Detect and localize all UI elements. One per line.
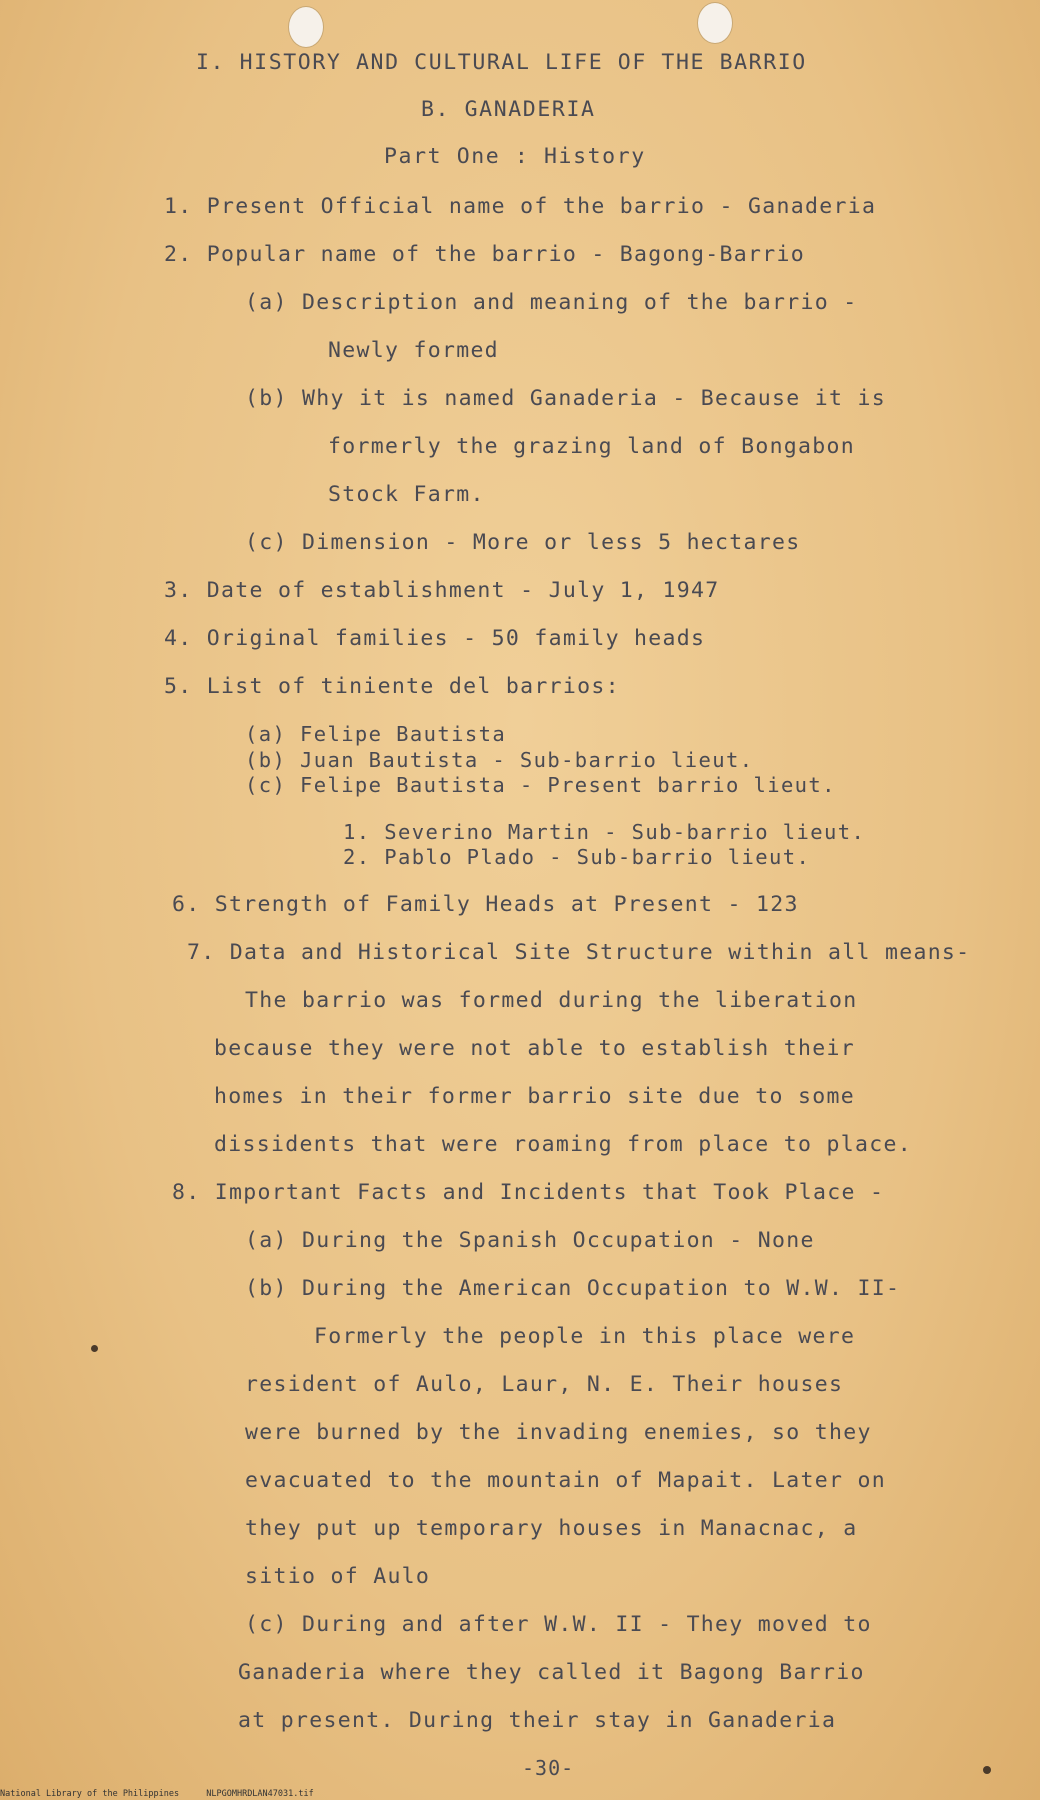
item-2b-cont-1: formerly the grazing land of Bongabon	[328, 434, 856, 459]
item-2b-cont-2: Stock Farm.	[328, 482, 485, 507]
ink-spot	[91, 1345, 98, 1352]
item-4: 4. Original families - 50 family heads	[164, 626, 706, 651]
item-7-line-4: dissidents that were roaming from place to place.	[214, 1132, 912, 1157]
item-8b-line-3: were burned by the invading enemies, so they	[245, 1420, 872, 1445]
item-8c-line-1: Ganaderia where they called it Bagong Barrio	[238, 1660, 865, 1685]
ink-spot	[983, 1766, 991, 1774]
item-5a: (a) Felipe Bautista	[245, 722, 507, 746]
document-title: I. HISTORY AND CULTURAL LIFE OF THE BARRIO	[196, 50, 807, 75]
item-8: 8. Important Facts and Incidents that Took Place -	[172, 1180, 885, 1205]
item-2a-cont: Newly formed	[328, 338, 499, 363]
item-7-line-1: The barrio was formed during the liberation	[245, 988, 858, 1013]
item-8b-line-4: evacuated to the mountain of Mapait. Later on	[245, 1468, 886, 1493]
item-3: 3. Date of establishment - July 1, 1947	[164, 578, 720, 603]
punch-hole-left	[288, 6, 324, 48]
item-2b: (b) Why it is named Ganaderia - Because it is	[245, 386, 886, 411]
item-5c-1: 1. Severino Martin - Sub-barrio lieut.	[343, 820, 866, 844]
item-5c-2: 2. Pablo Plado - Sub-barrio lieut.	[343, 845, 811, 869]
item-5b: (b) Juan Bautista - Sub-barrio lieut.	[245, 748, 754, 772]
item-8b-line-6: sitio of Aulo	[245, 1564, 431, 1589]
item-8b-line-5: they put up temporary houses in Manacnac, a	[245, 1516, 858, 1541]
footer-library: National Library of the Philippines	[0, 1789, 180, 1799]
item-8c: (c) During and after W.W. II - They moved to	[245, 1612, 872, 1637]
item-2a: (a) Description and meaning of the barrio -	[245, 290, 858, 315]
item-5c: (c) Felipe Bautista - Present barrio lieut.	[245, 773, 836, 797]
item-8b-line-2: resident of Aulo, Laur, N. E. Their houses	[245, 1372, 844, 1397]
item-2c: (c) Dimension - More or less 5 hectares	[245, 530, 801, 555]
footer-file: NLPGOMHRDLAN47031.tif	[206, 1789, 314, 1799]
item-5: 5. List of tiniente del barrios:	[164, 674, 620, 699]
item-7: 7. Data and Historical Site Structure within all means-	[187, 940, 971, 965]
item-6: 6. Strength of Family Heads at Present - 123	[172, 892, 799, 917]
document-subtitle: B. GANADERIA	[421, 97, 596, 122]
scan-footer	[0, 1789, 336, 1799]
item-7-line-3: homes in their former barrio site due to some	[214, 1084, 855, 1109]
item-8c-line-2: at present. During their stay in Ganaderia	[238, 1708, 837, 1733]
page-number: -30-	[522, 1756, 575, 1780]
item-2: 2. Popular name of the barrio - Bagong-Barrio	[164, 242, 805, 267]
part-heading: Part One : History	[384, 144, 646, 169]
item-7-line-2: because they were not able to establish their	[214, 1036, 855, 1061]
item-8b: (b) During the American Occupation to W.W. II-	[245, 1276, 901, 1301]
item-8b-line-1: Formerly the people in this place were	[314, 1324, 856, 1349]
item-8a: (a) During the Spanish Occupation - None	[245, 1228, 815, 1253]
item-1: 1. Present Official name of the barrio - Ganaderia	[164, 194, 877, 219]
punch-hole-right	[697, 2, 733, 44]
